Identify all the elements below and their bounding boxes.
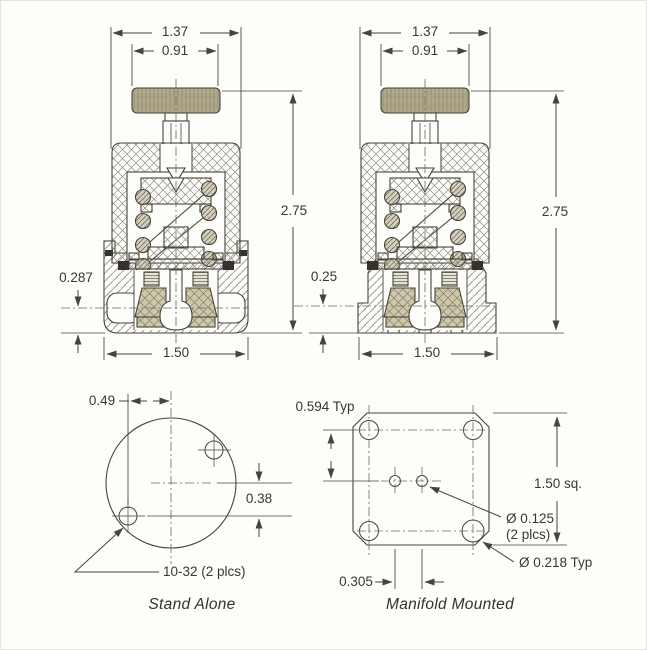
dim-port-spacing: 0.305 <box>339 574 373 590</box>
thread-callout: 10-32 (2 plcs) <box>163 564 246 580</box>
dim-overall-height-left: 2.75 <box>280 203 308 219</box>
dim-hole-offset-x: 0.49 <box>88 393 116 409</box>
dim-base-width-left: 1.50 <box>162 345 190 361</box>
dim-hole-offset-y: 0.38 <box>245 491 273 507</box>
callout-mount-hole-dia: Ø 0.218 Typ <box>519 555 593 571</box>
bottom-view-stand-alone <box>75 391 292 572</box>
dim-port-height-right: 0.25 <box>310 269 338 285</box>
dim-knob-width-left: 0.91 <box>161 43 189 59</box>
dim-plate-size: 1.50 sq. <box>533 476 583 492</box>
callout-port-dia: Ø 0.125 <box>506 511 555 527</box>
drawing-canvas <box>1 1 647 650</box>
callout-port-qty: (2 plcs) <box>506 527 551 543</box>
front-view-manifold <box>294 79 498 348</box>
dim-knob-width-right: 0.91 <box>411 43 439 59</box>
dim-overall-height-right: 2.75 <box>541 204 569 220</box>
dim-hole-spacing-typ: 0.594 Typ <box>295 399 355 415</box>
dim-overall-width-right: 1.37 <box>411 24 439 40</box>
caption-stand-alone: Stand Alone <box>148 596 236 614</box>
dim-overall-width-left: 1.37 <box>161 24 189 40</box>
dim-port-height-left: 0.287 <box>59 270 93 286</box>
front-view-stand-alone <box>61 79 249 348</box>
dim-base-width-right: 1.50 <box>413 345 441 361</box>
caption-manifold-mounted: Manifold Mounted <box>385 596 515 614</box>
